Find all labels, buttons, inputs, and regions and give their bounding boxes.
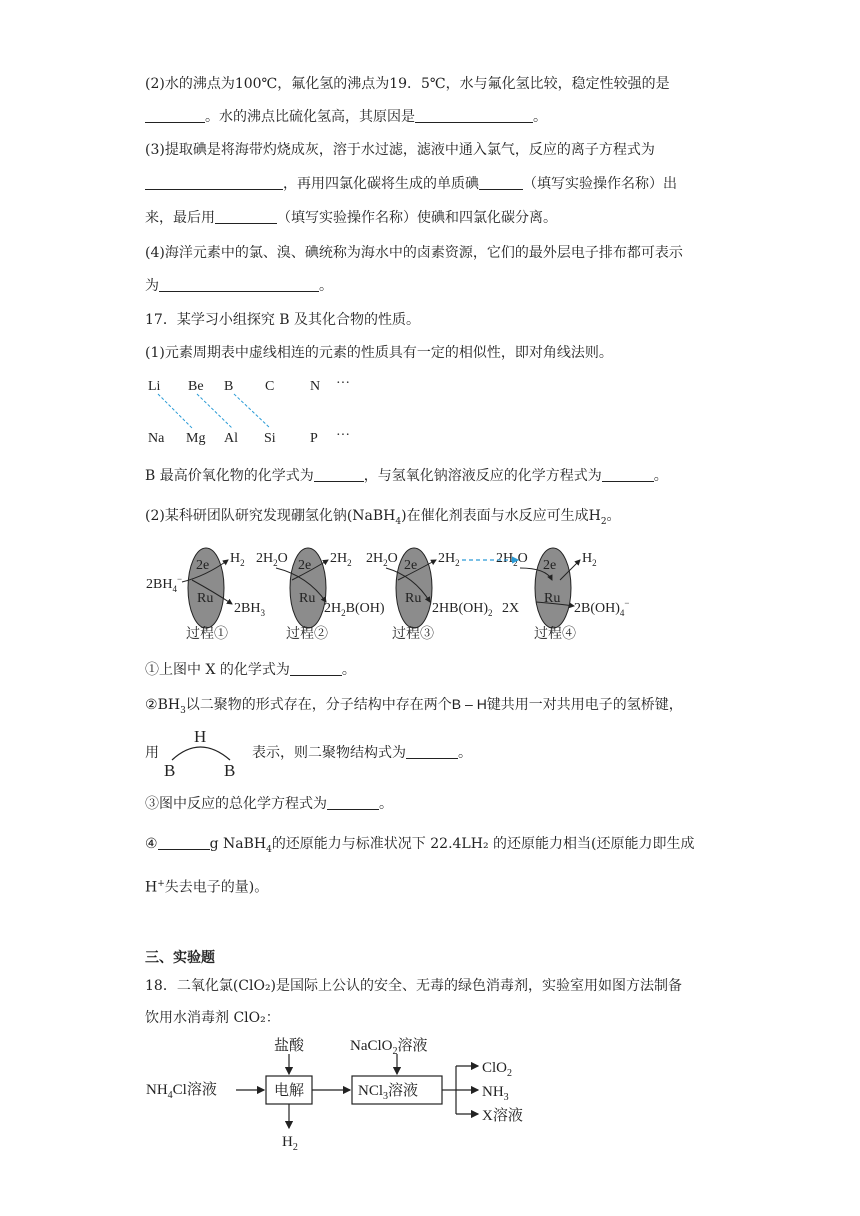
unit: g (209, 836, 219, 852)
p3-h2: $2H_2$ (438, 551, 460, 568)
q17-text: B 最高价氧化物的化学式为 (145, 468, 314, 484)
q17-sub2 (145, 694, 683, 721)
ru-label: Ru (544, 591, 561, 606)
q17-sub2-cont (145, 743, 159, 763)
q16-part3-line1 (145, 140, 655, 160)
diagonal-line-b-si (234, 394, 270, 428)
q16-text: 。水的沸点比硫化氢高，其原因是 (205, 109, 415, 125)
element-n: N (310, 379, 321, 394)
bridge-b-right: B (224, 761, 236, 778)
q17-sub4 (145, 834, 694, 860)
ellipsis: ··· (336, 376, 350, 391)
q16-part4-line1 (145, 243, 683, 263)
ru-label: Ru (405, 591, 422, 606)
ru-label: Ru (299, 591, 316, 606)
answer-blank[interactable] (479, 175, 523, 190)
h2-output: $H_2$ (282, 1134, 298, 1153)
answer-blank[interactable] (145, 175, 283, 190)
q16-text: （填写实验操作名称）出 (523, 176, 677, 192)
answer-blank[interactable] (215, 209, 277, 224)
formula: NaBH (352, 508, 396, 524)
formula: NaBH (222, 836, 267, 852)
answer-blank[interactable] (314, 467, 364, 482)
element-si: Si (264, 431, 276, 446)
q17-text: 以二聚物的形式存在，分子结构中存在两个 (185, 697, 452, 713)
p2-h2: $2H_2$ (330, 551, 352, 568)
p2-h2o: $2H_2O$ (256, 551, 288, 568)
subscript: 4 (266, 844, 272, 855)
process-3-label: 过程③ (392, 627, 434, 642)
q16-text: 为 (145, 278, 159, 294)
diagonal-line-li-mg (158, 394, 192, 428)
q16-part4-line2 (145, 276, 333, 296)
q16-text: 。 (533, 109, 547, 125)
q17-text: ④ (145, 836, 158, 852)
q17-text: 表示，则二聚物结构式为 (252, 745, 406, 761)
answer-blank[interactable] (145, 108, 205, 123)
hydrochloric-acid-label: 盐酸 (274, 1038, 305, 1054)
ru-label: Ru (197, 591, 214, 606)
q18-line2: 饮用水消毒剂 ClO₂： (145, 1010, 280, 1026)
superscript: + (157, 879, 165, 889)
q17-text: )在催化剂表面与水反应可生成 (401, 508, 589, 524)
q17-sub3 (145, 794, 393, 814)
q17-title: 17．某学习小组探究 B 及其化合物的性质。 (145, 312, 421, 328)
element-li: Li (148, 379, 161, 394)
q16-text: (2)水的沸点为100℃，氟化氢的沸点为19．5℃，水与氟化氢比较，稳定性较强的是 (145, 76, 670, 92)
answer-blank[interactable] (290, 661, 342, 676)
q17-text: 。 (606, 508, 621, 524)
q17-part1: (1)元素周期表中虚线相连的元素的性质具有一定的相似性，即对角线法则。 (145, 345, 613, 361)
element-c: C (265, 379, 275, 394)
formula: H (588, 508, 601, 524)
ncl3-label: NCl$_3$溶液 (358, 1083, 419, 1102)
ellipsis: ··· (336, 428, 350, 443)
p3-hboh2: $2HB(OH)_2$ (432, 601, 493, 618)
section-heading: 三、实验题 (145, 950, 215, 966)
output-x-solution: X溶液 (482, 1108, 523, 1124)
q17-sub1 (145, 660, 356, 680)
formula: B – H (451, 696, 487, 712)
q17-text: 。 (341, 662, 356, 678)
answer-blank[interactable] (602, 467, 654, 482)
process-1-label: 过程① (186, 627, 228, 642)
q17-text: 。 (379, 796, 393, 812)
p1-bh3: $2BH_3$ (234, 601, 265, 618)
q16-part3-line3 (145, 208, 557, 228)
electron-label: 2e (298, 558, 312, 573)
q17-text: ，与氢氧化钠溶液反应的化学方程式为 (363, 468, 602, 484)
element-al: Al (224, 431, 238, 446)
q17-text: ③图中反应的总化学方程式为 (145, 796, 327, 812)
q17-text: 的还原能力与标准状况下 22.4LH₂ 的还原能力相当(还原能力即生成 (271, 836, 695, 852)
answer-blank[interactable] (159, 277, 319, 292)
q17-text: ①上图中 X 的化学式为 (145, 662, 290, 678)
q16-text: （填写实验操作名称）使碘和四氯化碳分离。 (277, 210, 557, 226)
electron-label: 2e (196, 558, 210, 573)
q16-part3-line2 (145, 174, 677, 194)
element-be: Be (188, 379, 204, 394)
q17-text: 失去电子的量)。 (164, 879, 269, 896)
formula: H (145, 879, 158, 896)
q17-sub2-tail (252, 743, 472, 763)
input-nh4cl: $NH_4Cl$溶液 (146, 1082, 217, 1101)
bridge-h: H (194, 727, 207, 746)
electrolysis-label: 电解 (274, 1083, 305, 1099)
process-4-label: 过程④ (534, 627, 576, 642)
q16-text: (3)提取碘是将海带灼烧成灰，溶于水过滤，滤液中通入氯气，反应的离子方程式为 (145, 142, 655, 158)
preparation-flowchart (140, 1034, 560, 1154)
diagonal-rule-diagram (140, 372, 370, 452)
p2-h2boh: $2H_2B(OH)$ (324, 601, 385, 618)
element-mg: Mg (186, 431, 206, 446)
q17-part1-question (145, 466, 668, 486)
output-nh3: $NH_3$ (482, 1084, 509, 1103)
q17-part2 (145, 506, 621, 532)
hydrogen-bridge-diagram (158, 726, 248, 778)
q17-sub4-cont (145, 874, 268, 898)
q17-text: 。 (458, 745, 472, 761)
p4-h2: $H_2$ (582, 551, 597, 568)
subscript: 2 (600, 516, 607, 527)
answer-blank[interactable] (327, 795, 379, 810)
p1-h2: $H_2$ (230, 551, 245, 568)
reagent-naclo2: NaClO$_2$溶液 (350, 1038, 428, 1057)
q16-text: ，再用四氯化碳将生成的单质碘 (283, 176, 479, 192)
q17-text: 。 (653, 468, 668, 484)
subscript: 4 (395, 516, 402, 527)
q18-line1: 18．二氧化氯(ClO₂)是国际上公认的安全、无毒的绿色消毒剂，实验室用如图方法制备 (145, 978, 683, 994)
element-p: P (310, 431, 318, 446)
p3-x: 2X (502, 601, 520, 616)
electron-label: 2e (543, 558, 557, 573)
bridge-b-left: B (164, 761, 176, 778)
p4-h2o: $2H_2O$ (496, 551, 528, 568)
q17-text: 用 (145, 745, 159, 761)
subscript: 3 (180, 705, 186, 716)
answer-blank[interactable] (158, 835, 210, 850)
answer-blank[interactable] (406, 744, 458, 759)
electron-label: 2e (404, 558, 418, 573)
catalytic-process-diagram (142, 540, 702, 650)
bridge-arc (172, 747, 230, 760)
p4-boh4: $2B(OH)_4^-$ (574, 598, 630, 618)
q17-text: 键共用一对共用电子的氢桥键， (486, 697, 683, 713)
output-clo2: ClO$_2$ (482, 1060, 513, 1079)
q16-part2-line1 (145, 74, 670, 94)
q16-text: (4)海洋元素中的氯、溴、碘统称为海水中的卤素资源，它们的最外层电子排布都可表示 (145, 245, 683, 261)
process-2-label: 过程② (286, 627, 328, 642)
bh4-label: $2BH_4^-$ (146, 574, 183, 594)
element-na: Na (148, 431, 165, 446)
q17-text: ② (145, 697, 158, 713)
element-b: B (224, 379, 234, 394)
q16-text: 来，最后用 (145, 210, 215, 226)
q16-part2-line2 (145, 107, 547, 127)
p3-h2o: $2H_2O$ (366, 551, 398, 568)
q16-text: 。 (319, 278, 333, 294)
diagonal-line-be-al (197, 394, 232, 428)
formula: BH (157, 697, 181, 713)
q17-text: (2)某科研团队研究发现硼氢化钠( (145, 508, 353, 524)
answer-blank[interactable] (415, 108, 533, 123)
